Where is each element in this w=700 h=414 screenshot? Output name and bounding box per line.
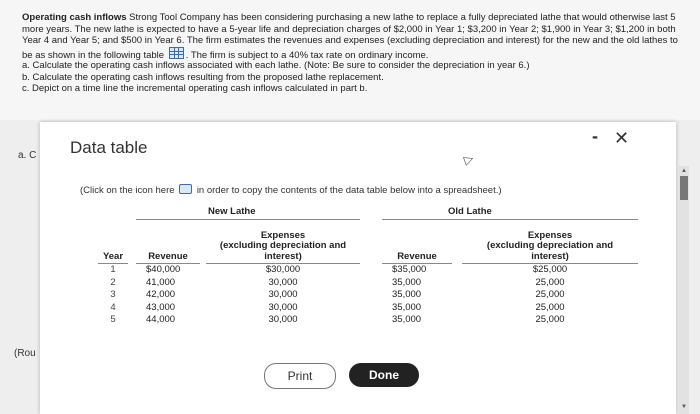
table-cell: $40,000 xyxy=(146,264,181,275)
table-cell: 1 xyxy=(110,264,116,275)
background-label-rounding: (Rou xyxy=(14,348,36,359)
copy-prefix: (Click on the icon here xyxy=(80,185,175,196)
table-cell: 3 xyxy=(110,289,116,301)
table-cell: 30,000 xyxy=(268,289,298,301)
old-expenses-header: Expenses (excluding depreciation and interest) xyxy=(486,229,614,262)
new-revenue-header: Revenue xyxy=(148,250,188,262)
table-cell: 2 xyxy=(110,276,116,288)
table-cell: 35,000 xyxy=(392,289,422,301)
step-b: b. Calculate the operating cash inflows resulting from the proposed lathe replacement. xyxy=(22,71,384,83)
scroll-down-icon[interactable]: ▼ xyxy=(681,404,687,410)
modal-title: Data table xyxy=(70,138,148,157)
scrollbar-thumb[interactable] xyxy=(680,176,688,200)
table-cell: 42,000 xyxy=(146,289,176,301)
old-revenue-header: Revenue xyxy=(397,250,437,262)
scroll-up-icon[interactable]: ▲ xyxy=(681,168,687,174)
table-cell: $35,000 xyxy=(392,264,427,275)
new-expenses-cells xyxy=(206,264,360,327)
problem-body: Strong Tool Company has been considering purchasing a new lathe to replace a fully depreciated lathe that would otherwise last 5 more years. The new lathe is expected to have a 5-year life and depreciation charges of $2,000 in Year 1; $3,200 in Year 2; $1,900 in Year 3; $1,200 in both Year 4 and Year 5; and $500 in Year 6. The firm estimates the revenues and expenses (excluding depreciation and interest) for the new and the old lathes to be as shown in the following table xyxy=(22,12,678,61)
table-cell: 4 xyxy=(110,301,116,313)
table-icon[interactable] xyxy=(169,47,184,59)
copy-instruction xyxy=(80,184,502,196)
done-button[interactable]: Done xyxy=(349,363,419,387)
table-cell: 35,000 xyxy=(392,276,422,288)
year-cells xyxy=(98,264,128,327)
problem-steps xyxy=(22,60,682,95)
table-cell: 35,000 xyxy=(392,301,422,313)
table-cell: 41,000 xyxy=(146,276,176,288)
table-cell: 25,000 xyxy=(535,289,565,301)
print-button[interactable]: Print xyxy=(264,363,336,389)
new-revenue-column xyxy=(136,220,200,327)
new-expenses-column xyxy=(206,220,360,327)
close-icon[interactable]: ✕ xyxy=(614,128,630,148)
spreadsheet-copy-icon[interactable] xyxy=(179,184,192,194)
minimize-icon[interactable]: - xyxy=(592,126,598,146)
table-cell: $25,000 xyxy=(532,264,568,275)
table-cell: 30,000 xyxy=(268,301,298,313)
table-cell: 35,000 xyxy=(392,314,422,326)
old-revenue-cells xyxy=(382,264,452,327)
table-cell: 43,000 xyxy=(146,301,176,313)
page-scrollbar[interactable] xyxy=(679,166,689,414)
problem-body-end: . The firm is subject to a 40% tax rate on ordinary income. xyxy=(185,49,429,61)
cursor-icon: ▷ xyxy=(461,150,476,168)
table-cell: 30,000 xyxy=(268,276,298,288)
new-expenses-header: Expenses (excluding depreciation and interest) xyxy=(219,229,347,262)
table-cell: 44,000 xyxy=(146,314,176,326)
new-lathe-heading: New Lathe xyxy=(208,206,256,217)
old-expenses-cells xyxy=(462,264,638,327)
problem-title: Operating cash inflows xyxy=(22,12,127,23)
step-c: c. Depict on a time line the incremental operating cash inflows calculated in part b. xyxy=(22,83,368,94)
copy-suffix: in order to copy the contents of the data table below into a spreadsheet.) xyxy=(196,185,502,196)
table-cell: 30,000 xyxy=(268,314,298,326)
data-table-modal xyxy=(40,122,676,414)
year-column xyxy=(98,220,128,327)
old-lathe-heading: Old Lathe xyxy=(448,206,492,217)
table-cell: 25,000 xyxy=(535,314,565,326)
old-expenses-column xyxy=(462,220,638,327)
step-a: a. Calculate the operating cash inflows associated with each lathe. (Note: Be sure to consider the depreciation in year 6.) xyxy=(22,60,530,71)
new-revenue-cells xyxy=(136,264,200,327)
table-cell: 25,000 xyxy=(535,276,565,288)
background-label-a: a. C xyxy=(18,150,37,161)
old-revenue-column xyxy=(382,220,452,327)
problem-statement xyxy=(0,0,700,120)
year-header: Year xyxy=(102,250,124,262)
problem-paragraph xyxy=(22,12,690,61)
table-cell: 5 xyxy=(110,314,116,326)
table-cell: $30,000 xyxy=(265,264,301,275)
table-cell: 25,000 xyxy=(535,301,565,313)
